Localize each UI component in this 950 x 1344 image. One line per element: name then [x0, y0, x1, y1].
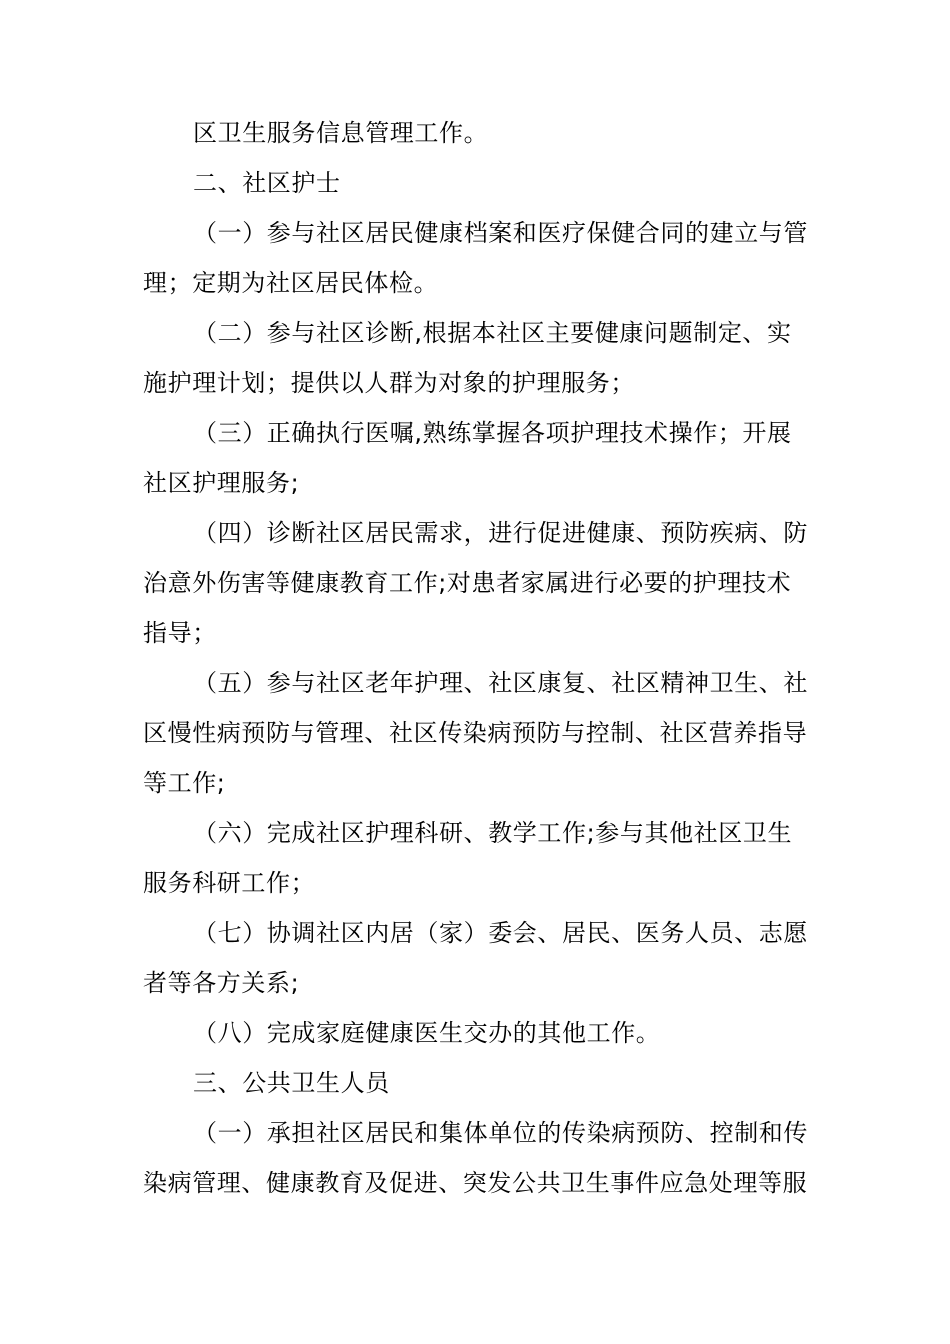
- text-line: 理；定期为社区居民体检。: [143, 269, 439, 297]
- text-line: 社区护理服务;: [143, 469, 300, 497]
- text-line: （六）完成社区护理科研、教学工作;参与其他社区卫生: [193, 819, 793, 847]
- text-line: 施护理计划；提供以人群为对象的护理服务；: [143, 369, 635, 397]
- text-line: 区卫生服务信息管理工作。: [193, 119, 489, 147]
- text-line: （五）参与社区老年护理、社区康复、社区精神卫生、社: [193, 669, 808, 697]
- text-line: （二）参与社区诊断,根据本社区主要健康问题制定、实: [193, 319, 792, 347]
- text-line: 指导；: [143, 619, 217, 647]
- text-line: （三）正确执行医嘱,熟练掌握各项护理技术操作；开展: [193, 419, 792, 447]
- section-heading-public-health-staff: 三、公共卫生人员: [193, 1069, 390, 1097]
- text-line: 染病管理、健康教育及促进、突发公共卫生事件应急处理等服: [143, 1169, 808, 1197]
- text-line: （一）承担社区居民和集体单位的传染病预防、控制和传: [193, 1119, 808, 1147]
- section-heading-community-nurse: 二、社区护士: [193, 169, 341, 197]
- text-line: （七）协调社区内居（家）委会、居民、医务人员、志愿: [193, 919, 808, 947]
- text-line: （一）参与社区居民健康档案和医疗保健合同的建立与管: [193, 219, 808, 247]
- text-line: （八）完成家庭健康医生交办的其他工作。: [193, 1019, 661, 1047]
- text-line: 区慢性病预防与管理、社区传染病预防与控制、社区营养指导: [143, 719, 808, 747]
- text-line: 等工作;: [143, 769, 226, 797]
- text-line: 者等各方关系;: [143, 969, 300, 997]
- text-line: 服务科研工作；: [143, 869, 316, 897]
- text-line: 治意外伤害等健康教育工作;对患者家属进行必要的护理技术: [143, 569, 792, 597]
- text-line: （四）诊断社区居民需求，进行促进健康、预防疾病、防: [193, 519, 808, 547]
